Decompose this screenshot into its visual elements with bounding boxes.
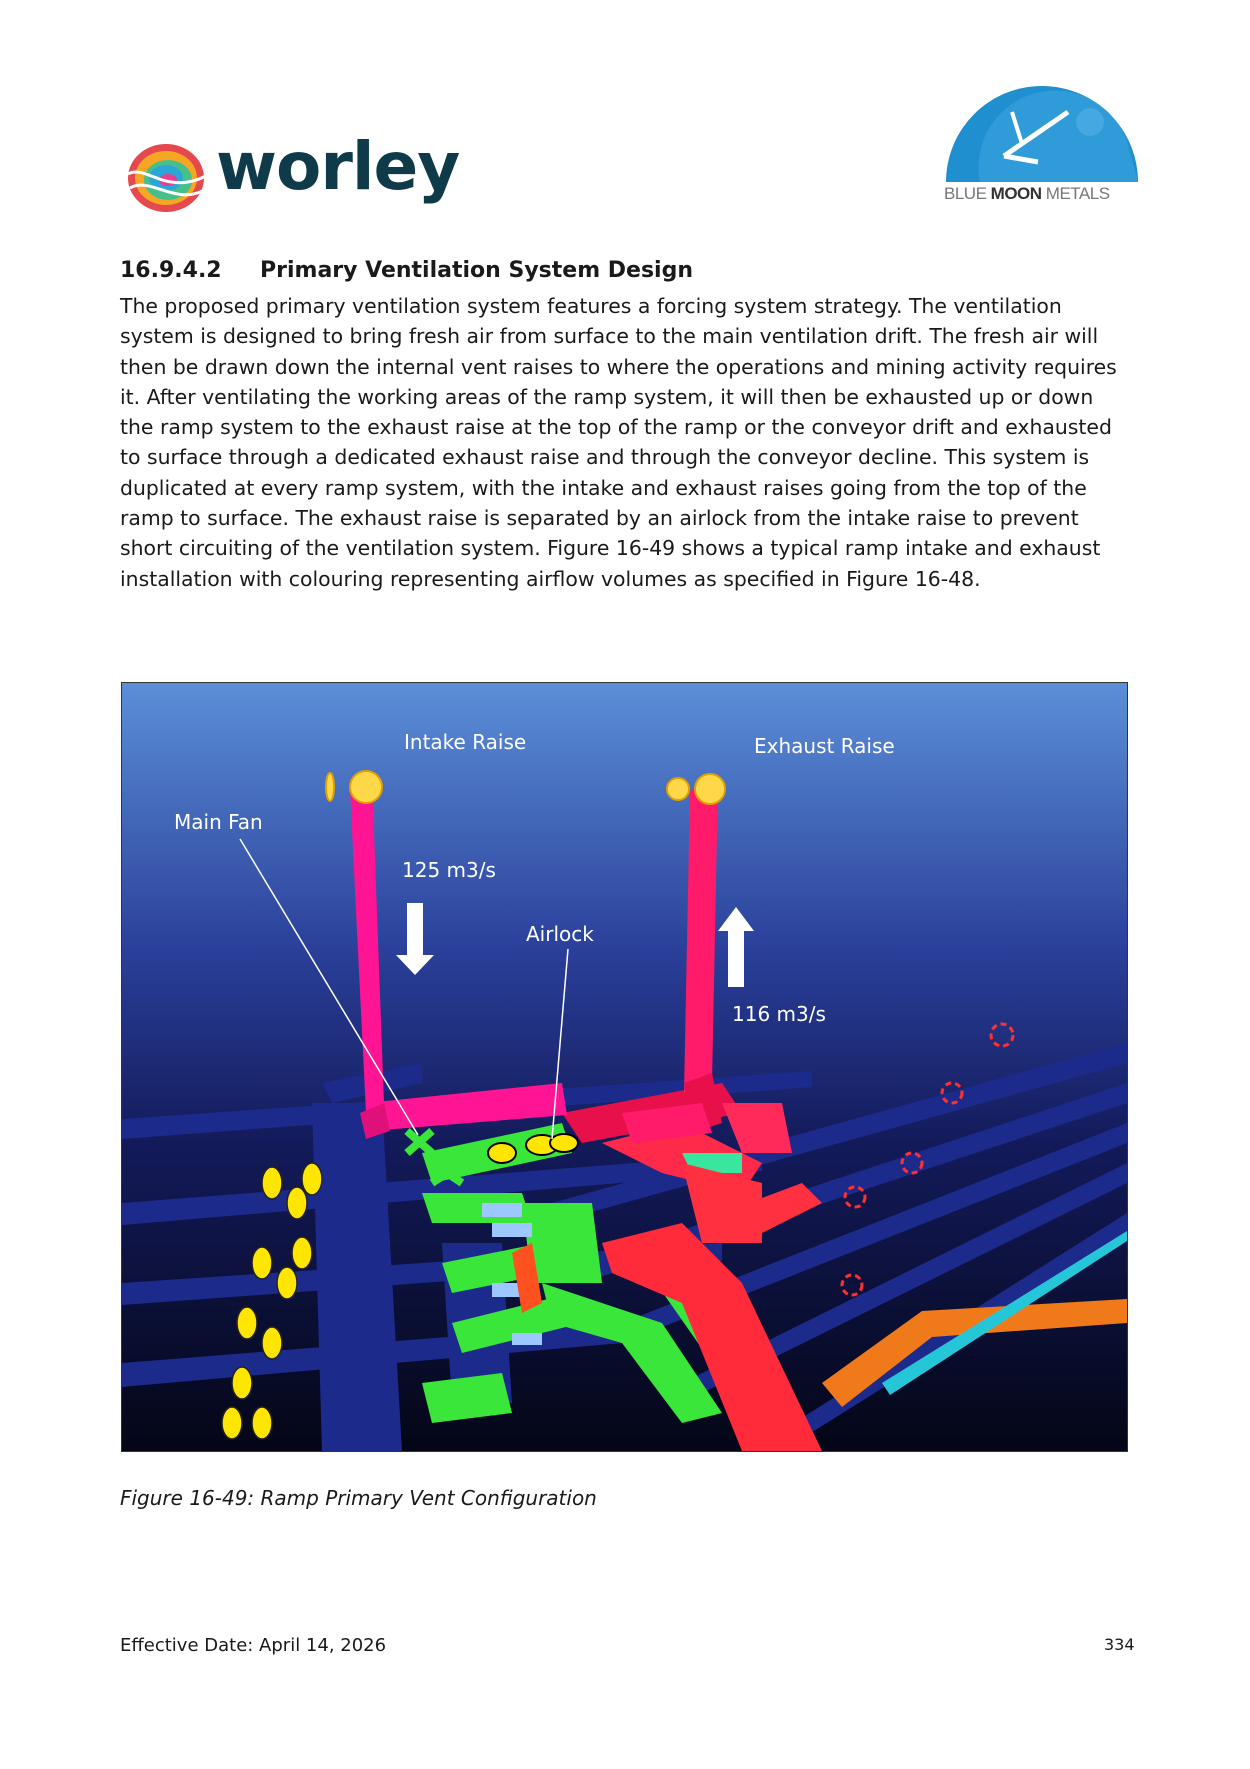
brand-word-moon: MOON <box>990 184 1042 203</box>
worley-swirl-icon <box>126 136 210 216</box>
worley-wordmark: worley <box>216 128 460 205</box>
brand-word-blue: BLUE <box>944 184 987 203</box>
body-paragraph: The proposed primary ventilation system features a forcing system strategy. The ventilation system is designed to bring fresh air from surface to the main ventilation drift. The fresh air will then be drawn down the internal vent raises to where the operations and mining activity requires it. After ventilating the working areas of the ramp system, it will then be exhausted up or down the ramp system to the exhaust raise at the top of the ramp or the conveyor drift and exhausted to surface through a dedicated exhaust raise and through the conveyor decline. This system is duplicated at every ramp system, with the intake and exhaust raises going from the top of the ramp to surface. The exhaust raise is separated by an airlock from the intake raise to prevent short circuiting of the ventilation system. Figure 16-49 shows a typical ramp intake and exhaust installation with colouring representing airflow volumes as specified in Figure 16-48. <box>120 294 1117 591</box>
exhaust-raise-label: Exhaust Raise <box>754 734 895 758</box>
section-title: Primary Ventilation System Design <box>260 258 694 283</box>
main-fan-label: Main Fan <box>174 810 263 834</box>
ventilation-figure <box>121 682 1128 1452</box>
blue-moon-metals-logo <box>940 82 1145 212</box>
intake-flow-label: 125 m3/s <box>402 858 496 882</box>
section-heading <box>120 258 693 283</box>
exhaust-flow-label: 116 m3/s <box>732 1002 826 1026</box>
page-number: 334 <box>1104 1635 1135 1654</box>
brand-word-metals: METALS <box>1045 184 1110 203</box>
intake-raise-label: Intake Raise <box>404 730 527 754</box>
ventilation-3d-model <box>122 683 1127 1451</box>
airlock-label: Airlock <box>526 922 594 946</box>
figure-caption: Figure 16-49: Ramp Primary Vent Configuration <box>120 1486 597 1510</box>
moon-emblem-icon <box>940 82 1145 186</box>
worley-logo <box>126 128 466 216</box>
effective-date: Effective Date: April 14, 2026 <box>120 1635 387 1656</box>
blue-moon-metals-wordmark <box>944 184 1110 204</box>
section-number: 16.9.4.2 <box>120 258 222 283</box>
